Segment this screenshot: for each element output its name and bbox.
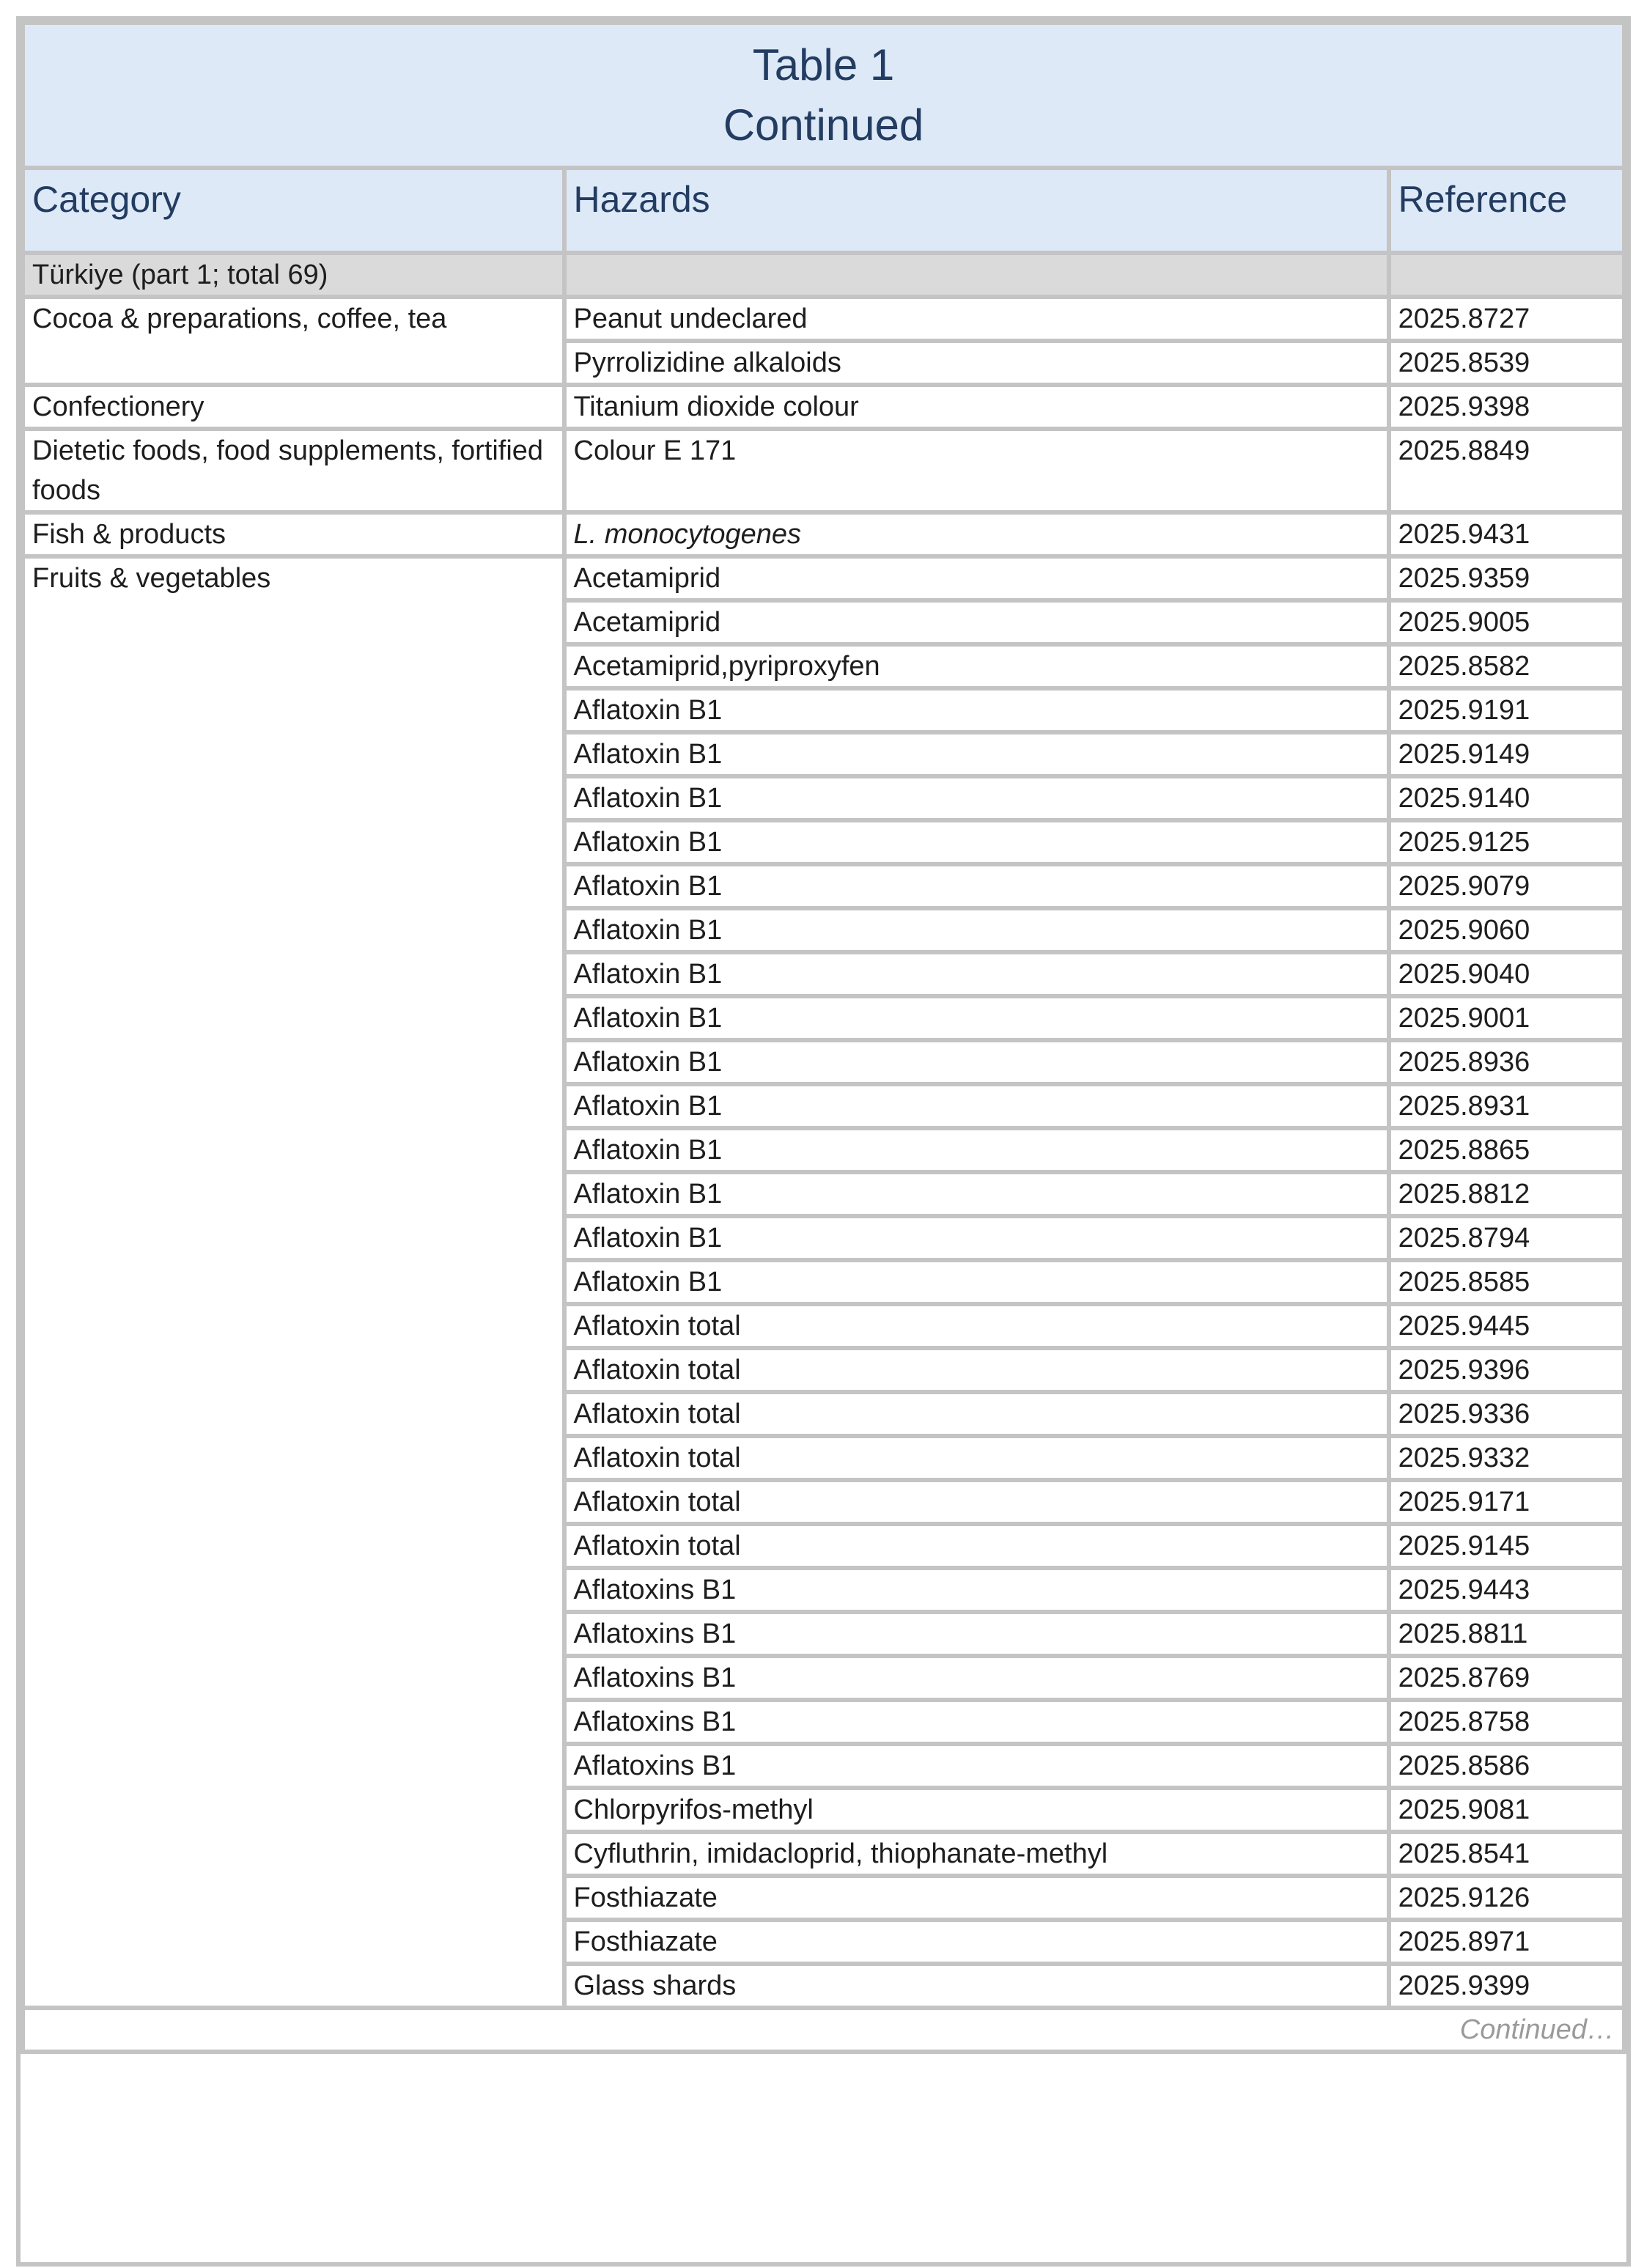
reference-cell: 2025.8727 — [1391, 299, 1622, 339]
hazard-cell: Aflatoxin B1 — [567, 734, 1387, 774]
hazard-cell: Aflatoxin B1 — [567, 866, 1387, 906]
reference-cell: 2025.8811 — [1391, 1614, 1622, 1654]
group-label: Türkiye (part 1; total 69) — [25, 255, 562, 295]
table-title — [25, 25, 1622, 166]
reference-cell: 2025.8769 — [1391, 1658, 1622, 1698]
hazard-cell: Aflatoxin B1 — [567, 910, 1387, 950]
hazard-cell: Aflatoxins B1 — [567, 1614, 1387, 1654]
hazard-cell: Aflatoxin total — [567, 1394, 1387, 1434]
hazard-cell: L. monocytogenes — [567, 515, 1387, 554]
hazard-cell: Acetamiprid,pyriproxyfen — [567, 647, 1387, 686]
hazard-cell: Aflatoxin total — [567, 1350, 1387, 1390]
reference-cell: 2025.9399 — [1391, 1966, 1622, 2006]
reference-cell: 2025.9126 — [1391, 1878, 1622, 1918]
group-row — [25, 255, 1622, 295]
group-empty-cell — [1391, 255, 1622, 295]
table-row — [25, 299, 1622, 339]
table-row — [25, 515, 1622, 554]
reference-cell: 2025.8794 — [1391, 1218, 1622, 1258]
hazard-cell: Aflatoxin B1 — [567, 1262, 1387, 1302]
reference-cell: 2025.9040 — [1391, 954, 1622, 994]
category-cell: Dietetic foods, food supplements, fortified foods — [25, 431, 562, 510]
group-empty-cell — [567, 255, 1387, 295]
reference-cell: 2025.9443 — [1391, 1570, 1622, 1610]
reference-cell: 2025.9081 — [1391, 1790, 1622, 1830]
hazard-cell: Cyfluthrin, imidacloprid, thiophanate-methyl — [567, 1834, 1387, 1874]
category-cell: Fruits & vegetables — [25, 559, 562, 2006]
column-header-reference: Reference — [1391, 170, 1622, 251]
reference-cell: 2025.9445 — [1391, 1306, 1622, 1346]
reference-cell: 2025.9145 — [1391, 1526, 1622, 1566]
reference-cell: 2025.9171 — [1391, 1482, 1622, 1522]
reference-cell: 2025.9396 — [1391, 1350, 1622, 1390]
reference-cell: 2025.9336 — [1391, 1394, 1622, 1434]
column-header-row — [25, 170, 1622, 251]
reference-cell: 2025.9398 — [1391, 387, 1622, 427]
table-title-line1: Table 1 — [752, 40, 895, 89]
reference-cell: 2025.9079 — [1391, 866, 1622, 906]
hazard-cell: Aflatoxin B1 — [567, 822, 1387, 862]
table-row — [25, 431, 1622, 510]
column-header-category: Category — [25, 170, 562, 251]
hazard-cell: Chlorpyrifos-methyl — [567, 1790, 1387, 1830]
hazard-cell: Fosthiazate — [567, 1878, 1387, 1918]
hazard-cell: Fosthiazate — [567, 1922, 1387, 1962]
hazard-cell: Aflatoxin total — [567, 1306, 1387, 1346]
table-row — [25, 387, 1622, 427]
reference-cell: 2025.9149 — [1391, 734, 1622, 774]
hazard-cell: Aflatoxin B1 — [567, 954, 1387, 994]
hazard-cell: Aflatoxins B1 — [567, 1702, 1387, 1742]
hazard-cell: Aflatoxin B1 — [567, 691, 1387, 730]
hazard-cell: Aflatoxin total — [567, 1438, 1387, 1478]
hazard-cell: Aflatoxin total — [567, 1482, 1387, 1522]
reference-cell: 2025.9060 — [1391, 910, 1622, 950]
hazard-cell: Acetamiprid — [567, 603, 1387, 642]
reference-cell: 2025.8758 — [1391, 1702, 1622, 1742]
reference-cell: 2025.8849 — [1391, 431, 1622, 510]
hazard-cell: Aflatoxins B1 — [567, 1746, 1387, 1786]
hazard-cell: Aflatoxin B1 — [567, 1218, 1387, 1258]
hazard-cell: Pyrrolizidine alkaloids — [567, 343, 1387, 383]
reference-cell: 2025.8931 — [1391, 1086, 1622, 1126]
hazard-cell: Aflatoxins B1 — [567, 1658, 1387, 1698]
column-header-hazards: Hazards — [567, 170, 1387, 251]
hazard-cell: Aflatoxin B1 — [567, 778, 1387, 818]
hazard-cell: Aflatoxin B1 — [567, 998, 1387, 1038]
reference-cell: 2025.8936 — [1391, 1042, 1622, 1082]
hazard-cell: Peanut undeclared — [567, 299, 1387, 339]
category-cell: Confectionery — [25, 387, 562, 427]
reference-cell: 2025.8539 — [1391, 343, 1622, 383]
hazard-cell: Aflatoxins B1 — [567, 1570, 1387, 1610]
reference-cell: 2025.9001 — [1391, 998, 1622, 1038]
hazard-cell: Aflatoxin B1 — [567, 1174, 1387, 1214]
hazard-cell: Aflatoxin B1 — [567, 1086, 1387, 1126]
table-frame — [16, 16, 1631, 2267]
reference-cell: 2025.9005 — [1391, 603, 1622, 642]
reference-cell: 2025.8586 — [1391, 1746, 1622, 1786]
reference-cell: 2025.9359 — [1391, 559, 1622, 598]
hazard-cell: Glass shards — [567, 1966, 1387, 2006]
reference-cell: 2025.9431 — [1391, 515, 1622, 554]
table-title-line2: Continued — [723, 100, 924, 150]
category-cell: Fish & products — [25, 515, 562, 554]
hazard-cell: Aflatoxin B1 — [567, 1130, 1387, 1170]
reference-cell: 2025.8541 — [1391, 1834, 1622, 1874]
reference-cell: 2025.9125 — [1391, 822, 1622, 862]
reference-cell: 2025.8812 — [1391, 1174, 1622, 1214]
hazard-cell: Acetamiprid — [567, 559, 1387, 598]
category-cell: Cocoa & preparations, coffee, tea — [25, 299, 562, 383]
hazard-cell: Titanium dioxide colour — [567, 387, 1387, 427]
reference-cell: 2025.8865 — [1391, 1130, 1622, 1170]
reference-cell: 2025.8585 — [1391, 1262, 1622, 1302]
hazard-cell: Aflatoxin total — [567, 1526, 1387, 1566]
table-row — [25, 559, 1622, 598]
title-row — [25, 25, 1622, 166]
reference-cell: 2025.8971 — [1391, 1922, 1622, 1962]
hazard-cell: Colour E 171 — [567, 431, 1387, 510]
reference-cell: 2025.9140 — [1391, 778, 1622, 818]
continued-note: Continued… — [25, 2010, 1622, 2050]
reference-cell: 2025.8582 — [1391, 647, 1622, 686]
footer-row — [25, 2010, 1622, 2050]
hazard-cell: Aflatoxin B1 — [567, 1042, 1387, 1082]
reference-cell: 2025.9191 — [1391, 691, 1622, 730]
reference-cell: 2025.9332 — [1391, 1438, 1622, 1478]
data-table — [21, 21, 1626, 2054]
